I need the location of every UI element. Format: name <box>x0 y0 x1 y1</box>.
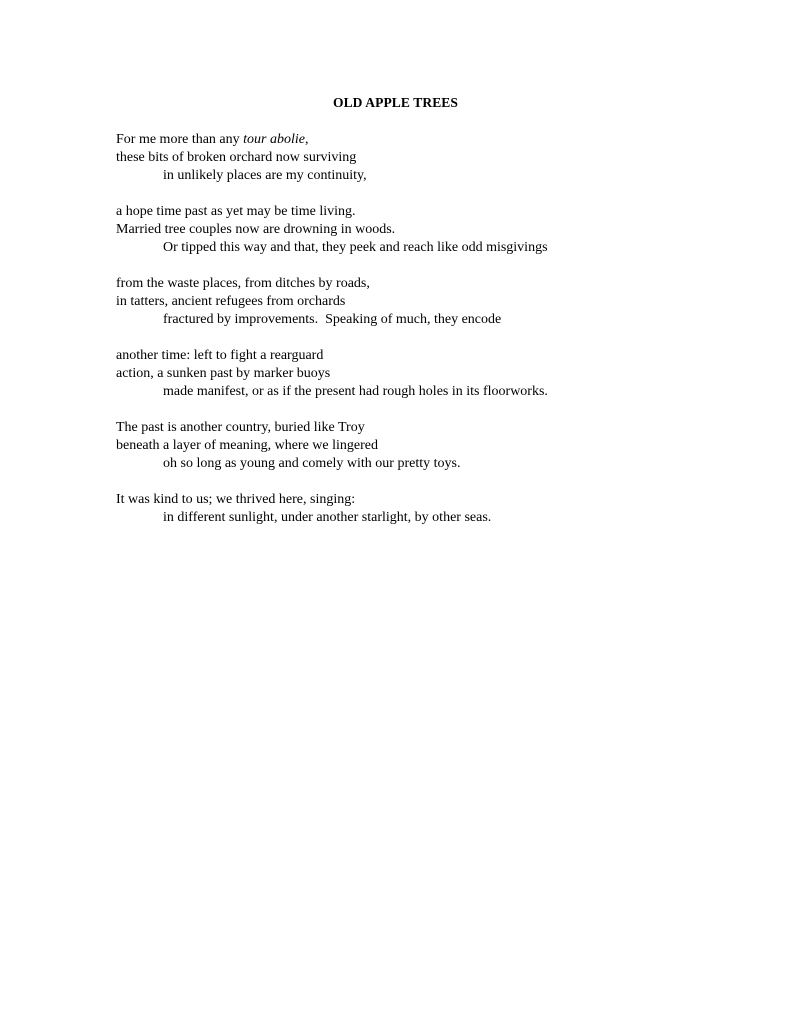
poem-line: The past is another country, buried like Troy <box>116 420 365 435</box>
poem-line: It was kind to us; we thrived here, singing: <box>116 492 356 507</box>
line-text: For me more than any <box>116 132 244 147</box>
poem-line-indented: oh so long as young and comely with our pretty toys. <box>163 456 461 471</box>
poem-line <box>116 131 756 149</box>
stanza-3 <box>116 275 756 329</box>
poem-line-indented: in different sunlight, under another starlight, by other seas. <box>163 510 492 525</box>
italic-phrase: tour abolie <box>243 132 305 147</box>
poem-title: OLD APPLE TREES <box>332 95 459 110</box>
poem-line: beneath a layer of meaning, where we lingered <box>116 438 378 453</box>
poem-line: a hope time past as yet may be time living. <box>116 204 356 219</box>
poem-line: from the waste places, from ditches by roads, <box>116 276 370 291</box>
stanza-5 <box>116 419 756 473</box>
poem-line-indented: made manifest, or as if the present had rough holes in its floorworks. <box>163 384 548 399</box>
stanza-4 <box>116 347 756 401</box>
poem-line-indented: fractured by improvements. Speaking of much, they encode <box>163 312 502 327</box>
poem-line-indented: in unlikely places are my continuity, <box>163 168 367 183</box>
stanza-2 <box>116 203 756 257</box>
poem-body <box>116 131 756 545</box>
poem-line: in tatters, ancient refugees from orchards <box>116 294 346 309</box>
poem-line: action, a sunken past by marker buoys <box>116 366 331 381</box>
line-text: , <box>304 132 309 147</box>
poem-line: these bits of broken orchard now surviving <box>116 150 357 165</box>
poem-line: Married tree couples now are drowning in woods. <box>116 222 396 237</box>
stanza-6 <box>116 491 756 527</box>
poem-line-indented: Or tipped this way and that, they peek and reach like odd misgivings <box>163 240 548 255</box>
stanza-1 <box>116 131 756 185</box>
poem-line: another time: left to fight a rearguard <box>116 348 324 363</box>
